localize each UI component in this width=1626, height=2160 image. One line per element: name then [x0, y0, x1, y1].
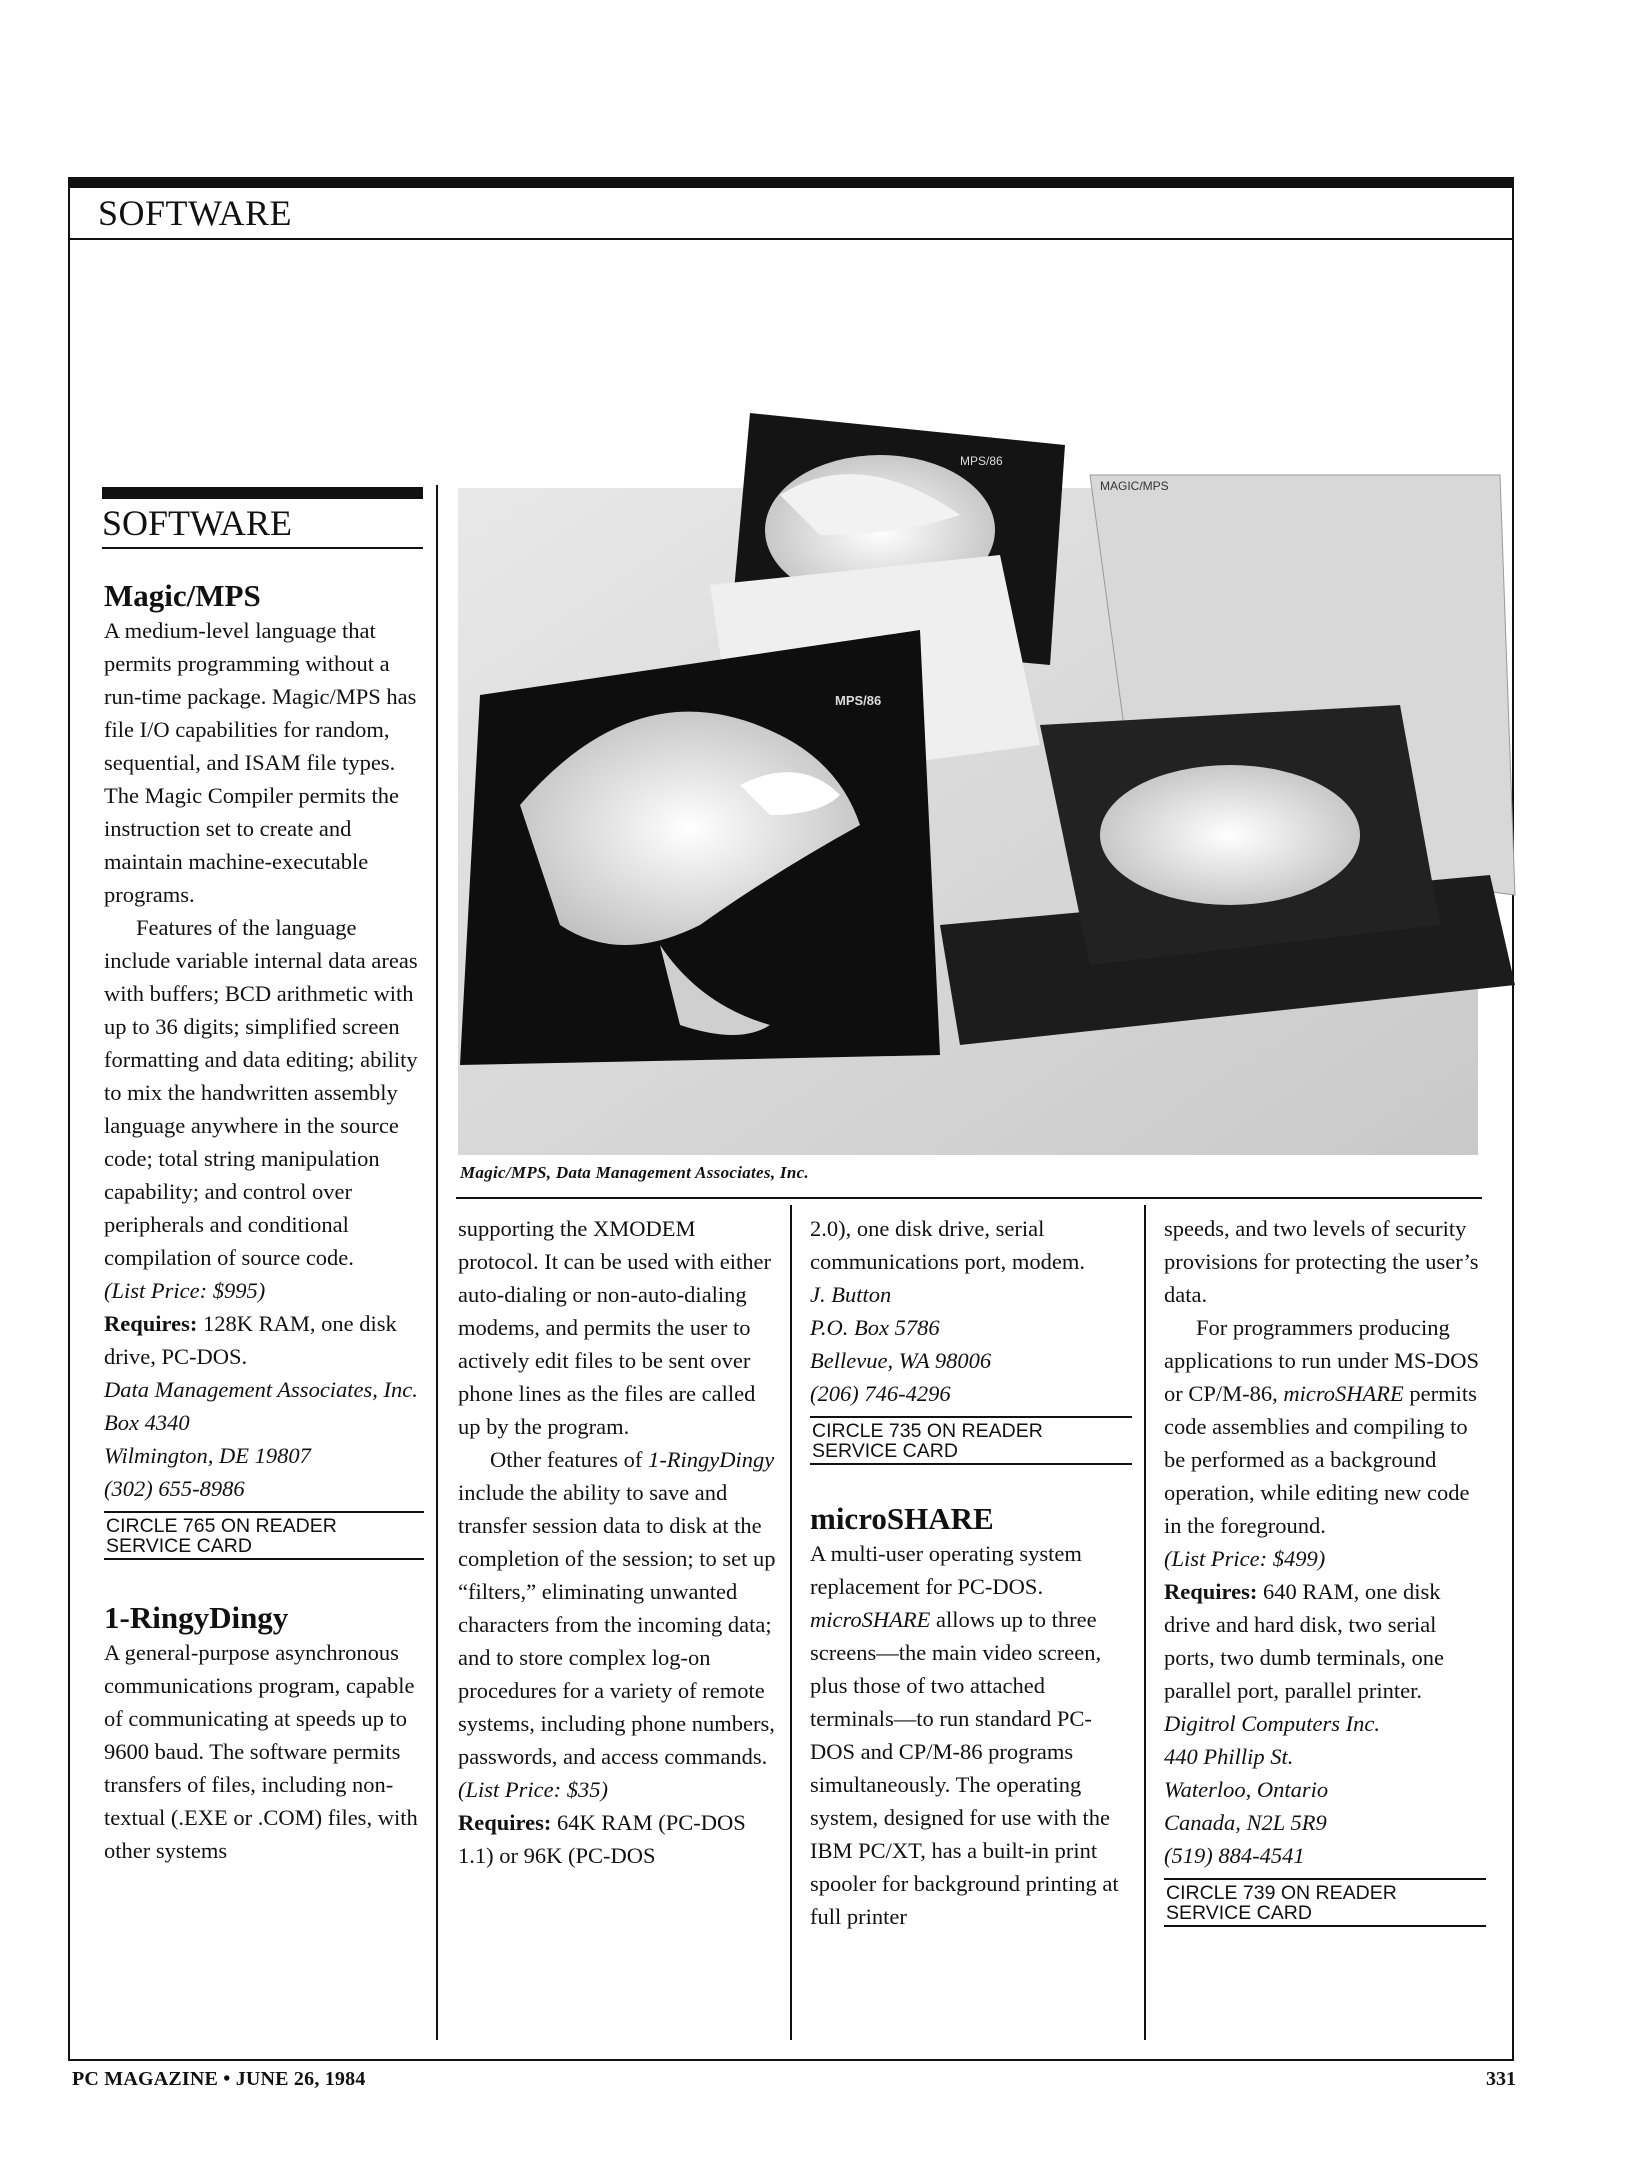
microshare-description-cont: speeds, and two levels of security provisions for protecting the user’s data. [1164, 1216, 1479, 1307]
caption-rule [456, 1197, 1482, 1199]
box-label-right: MAGIC/MPS [1100, 479, 1169, 493]
ringydingy-company: J. Button [810, 1282, 892, 1307]
section-bar [102, 487, 423, 499]
magic-mps-features: Features of the language include variable internal data areas with buffers; BCD arithmetic with up to 36 digits; simplified screen formatting and data editing; ability to mix the handwritten assembly language anywhere in the source code; total string manipulation capability; and control over peripherals and conditional compilation of source code. [104, 915, 418, 1270]
ringydingy-phone: (206) 746-4296 [810, 1381, 951, 1406]
column-separator [790, 1205, 792, 2040]
microshare-features: For programmers producing applications to run under MS-DOS or CP/M-86, microSHARE permits code assemblies and compiling to be performed as a background operation, while editing new code in the foreground. [1164, 1315, 1479, 1538]
frame-top-bar [68, 177, 1514, 188]
ringydingy-requires: Requires: 64K RAM (PC-DOS 1.1) or 96K (PC-DOS [458, 1810, 746, 1868]
product-photo [440, 405, 1520, 1155]
microshare-description: A multi-user operating system replacement for PC-DOS. microSHARE allows up to three screens—the main video screen, plus those of two attached terminals—to run standard PC-DOS and CP/M-86 programs simultaneously. The operating system, designed for use with the IBM PC/XT, has a built-in print spooler for background printing at full printer [810, 1541, 1119, 1929]
microshare-address2: Waterloo, Ontario [1164, 1777, 1329, 1802]
product-title-magic-mps: Magic/MPS [104, 578, 261, 613]
column-3 [810, 1212, 1132, 1933]
column-2 [458, 1212, 778, 1872]
magic-mps-address2: Wilmington, DE 19807 [104, 1443, 311, 1468]
column-4 [1164, 1212, 1486, 1927]
section-rule [102, 547, 423, 549]
magic-mps-address1: Box 4340 [104, 1410, 190, 1435]
reader-service-circle-735: CIRCLE 735 ON READER SERVICE CARD [810, 1416, 1132, 1465]
header-rule [68, 238, 1514, 240]
microshare-price: (List Price: $499) [1164, 1546, 1326, 1571]
microshare-phone: (519) 884-4541 [1164, 1843, 1305, 1868]
reader-service-circle-739: CIRCLE 739 ON READER SERVICE CARD [1164, 1878, 1486, 1927]
product-title-ringydingy: 1-RingyDingy [104, 1600, 289, 1635]
page-header: SOFTWARE [98, 193, 293, 233]
box-label-top: MPS/86 [960, 454, 1003, 468]
column-separator [1144, 1205, 1146, 2040]
product-title-microshare: microSHARE [810, 1501, 994, 1536]
box-label-front: MPS/86 [835, 693, 882, 708]
magic-mps-requires: Requires: 128K RAM, one disk drive, PC-DOS. [104, 1311, 397, 1369]
magic-mps-price: (List Price: $995) [104, 1278, 266, 1303]
column-1 [104, 578, 424, 1867]
magic-mps-phone: (302) 655-8986 [104, 1476, 245, 1501]
ringydingy-features: Other features of 1-RingyDingy include the ability to save and transfer session data to disk at the completion of the session; to set up “filters,” eliminating unwanted characters from the incoming data; and to store complex log-on procedures for a variety of remote systems, including phone numbers, passwords, and access commands. [458, 1447, 776, 1769]
ringydingy-requires-cont: 2.0), one disk drive, serial communications port, modem. [810, 1216, 1085, 1274]
reader-service-circle-765: CIRCLE 765 ON READER SERVICE CARD [104, 1511, 424, 1560]
magic-mps-description: A medium-level language that permits programming without a run-time package. Magic/MPS has file I/O capabilities for random, sequential, and ISAM file types. The Magic Compiler permits the instruction set to create and maintain machine-executable programs. [104, 618, 417, 907]
microshare-address1: 440 Phillip St. [1164, 1744, 1294, 1769]
ringydingy-price: (List Price: $35) [458, 1777, 608, 1802]
photo-caption: Magic/MPS, Data Management Associates, Inc. [460, 1163, 809, 1182]
section-title: SOFTWARE [102, 503, 293, 543]
page-number: 331 [1486, 2068, 1516, 2090]
microshare-requires: Requires: 640 RAM, one disk drive and hard disk, two serial ports, two dumb terminals, one parallel port, parallel printer. [1164, 1579, 1444, 1703]
footer-publication: PC MAGAZINE • JUNE 26, 1984 [72, 2068, 366, 2090]
microshare-address3: Canada, N2L 5R9 [1164, 1810, 1327, 1835]
microshare-company: Digitrol Computers Inc. [1164, 1711, 1381, 1736]
ringydingy-address1: P.O. Box 5786 [810, 1315, 940, 1340]
magic-mps-company: Data Management Associates, Inc. [104, 1377, 418, 1402]
ringydingy-description-cont: supporting the XMODEM protocol. It can be used with either auto-dialing or non-auto-dialing modems, and permits the user to actively edit files to be sent over phone lines as the files are called up by the program. [458, 1216, 772, 1439]
ringydingy-address2: Bellevue, WA 98006 [810, 1348, 992, 1373]
ringydingy-description: A general-purpose asynchronous communications program, capable of communicating at speeds up to 9600 baud. The software permits transfers of files, including non-textual (.EXE or .COM) files, with other systems [104, 1640, 418, 1863]
column-separator [436, 485, 438, 2040]
